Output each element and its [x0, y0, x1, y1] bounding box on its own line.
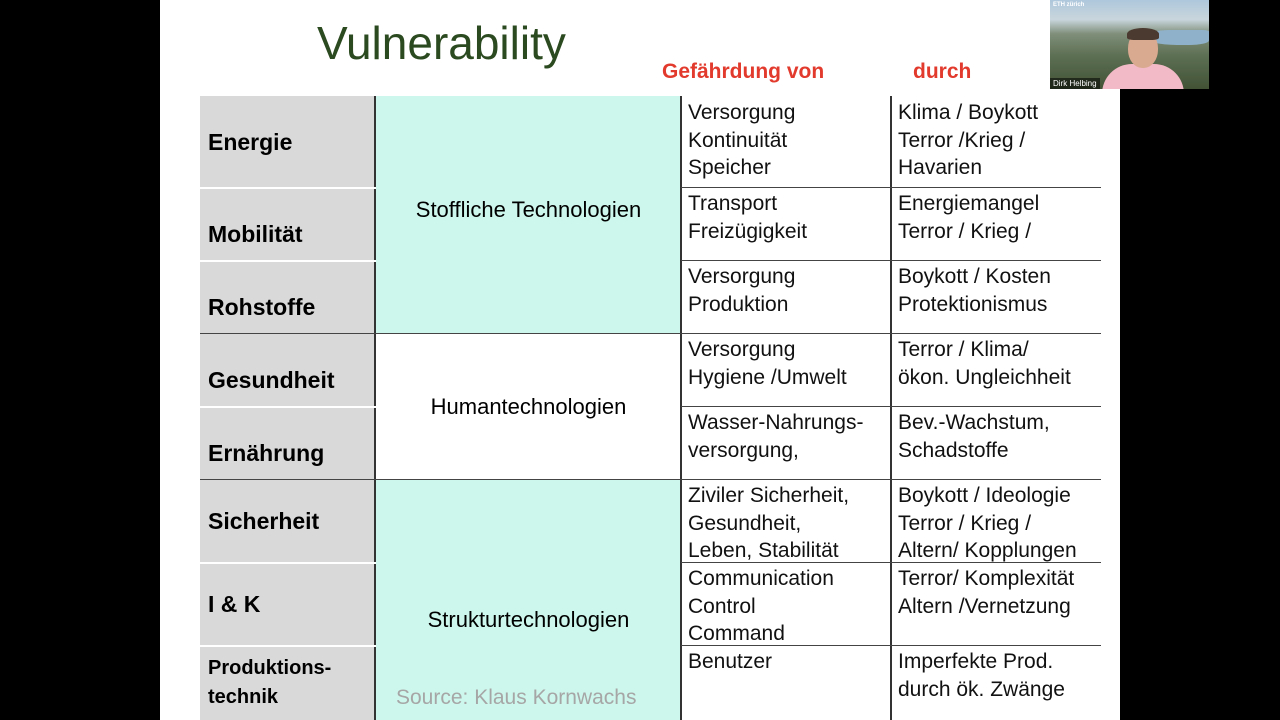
threat-cell: Wasser-Nahrungs- versorgung,: [688, 411, 864, 462]
source-caption: Source: Klaus Kornwachs: [396, 686, 637, 709]
category-sicherheit: Sicherheit: [200, 480, 376, 563]
threat-cell: Communication Control Command: [688, 567, 834, 645]
group-stoffliche: [376, 96, 681, 334]
cause-cell: Boykott / Ideologie Terror / Krieg / Altern/ Kopplungen: [898, 484, 1077, 562]
table-divider: [200, 260, 376, 262]
table-divider: [681, 562, 1101, 563]
threat-cell: Versorgung Kontinuität Speicher: [688, 101, 796, 179]
eth-logo: ETH zürich: [1053, 2, 1085, 8]
cause-cell: Energiemangel Terror / Krieg /: [898, 192, 1040, 243]
header-by: durch: [913, 60, 972, 83]
presentation-slide: [160, 0, 1120, 720]
category-gesundheit: Gesundheit: [200, 334, 376, 407]
group-struktur: [376, 480, 681, 720]
category-produktionstechnik: Produktions- technik: [200, 646, 376, 720]
threat-cell: Benutzer: [688, 650, 773, 673]
cause-cell: Klima / Boykott Terror /Krieg / Havarien: [898, 101, 1039, 179]
table-divider: [200, 333, 1101, 334]
table-divider: [681, 260, 1101, 261]
table-divider: [681, 645, 1101, 646]
cause-cell: Imperfekte Prod. durch ök. Zwänge: [898, 650, 1065, 701]
group-human: [376, 334, 681, 480]
table-divider: [200, 406, 376, 408]
category-iuk: I & K: [200, 563, 376, 646]
threat-cell: Versorgung Produktion: [688, 265, 796, 316]
table-divider: [200, 562, 376, 564]
threat-cell: Transport Freizügigkeit: [688, 192, 808, 243]
cause-cell: Boykott / Kosten Protektionismus: [898, 265, 1051, 316]
slide-title: Vulnerability: [317, 17, 566, 69]
cause-cell: Bev.-Wachstum, Schadstoffe: [898, 411, 1050, 462]
header-threat: Gefährdung von: [662, 60, 825, 83]
participant-hair: [1127, 28, 1159, 40]
cause-cell: Terror/ Komplexität Altern /Vernetzung: [898, 567, 1075, 618]
group-label: Humantechnologien: [430, 394, 627, 419]
threat-cell: Versorgung Hygiene /Umwelt: [688, 338, 847, 389]
category-energie: Energie: [200, 96, 376, 188]
table-divider: [200, 187, 376, 189]
category-rohstoffe: Rohstoffe: [200, 261, 376, 334]
table-divider: [374, 96, 376, 720]
group-label: Stoffliche Technologien: [415, 197, 642, 222]
table-divider: [681, 187, 1101, 188]
category-ernaehrung: Ernährung: [200, 407, 376, 480]
group-label: Strukturtechnologien: [427, 607, 630, 632]
table-divider: [681, 406, 1101, 407]
participant-name-tag: Dirk Helbing: [1050, 78, 1100, 89]
table-divider: [200, 645, 376, 647]
table-divider: [680, 96, 682, 720]
participant-video-thumbnail[interactable]: [1050, 0, 1209, 89]
threat-cell: Ziviler Sicherheit, Gesundheit, Leben, Stabilität: [688, 484, 850, 562]
category-mobilitaet: Mobilität: [200, 188, 376, 261]
table-divider: [890, 96, 892, 720]
cause-cell: Terror / Klima/ ökon. Ungleichheit: [898, 338, 1071, 389]
table-divider: [200, 479, 1101, 480]
